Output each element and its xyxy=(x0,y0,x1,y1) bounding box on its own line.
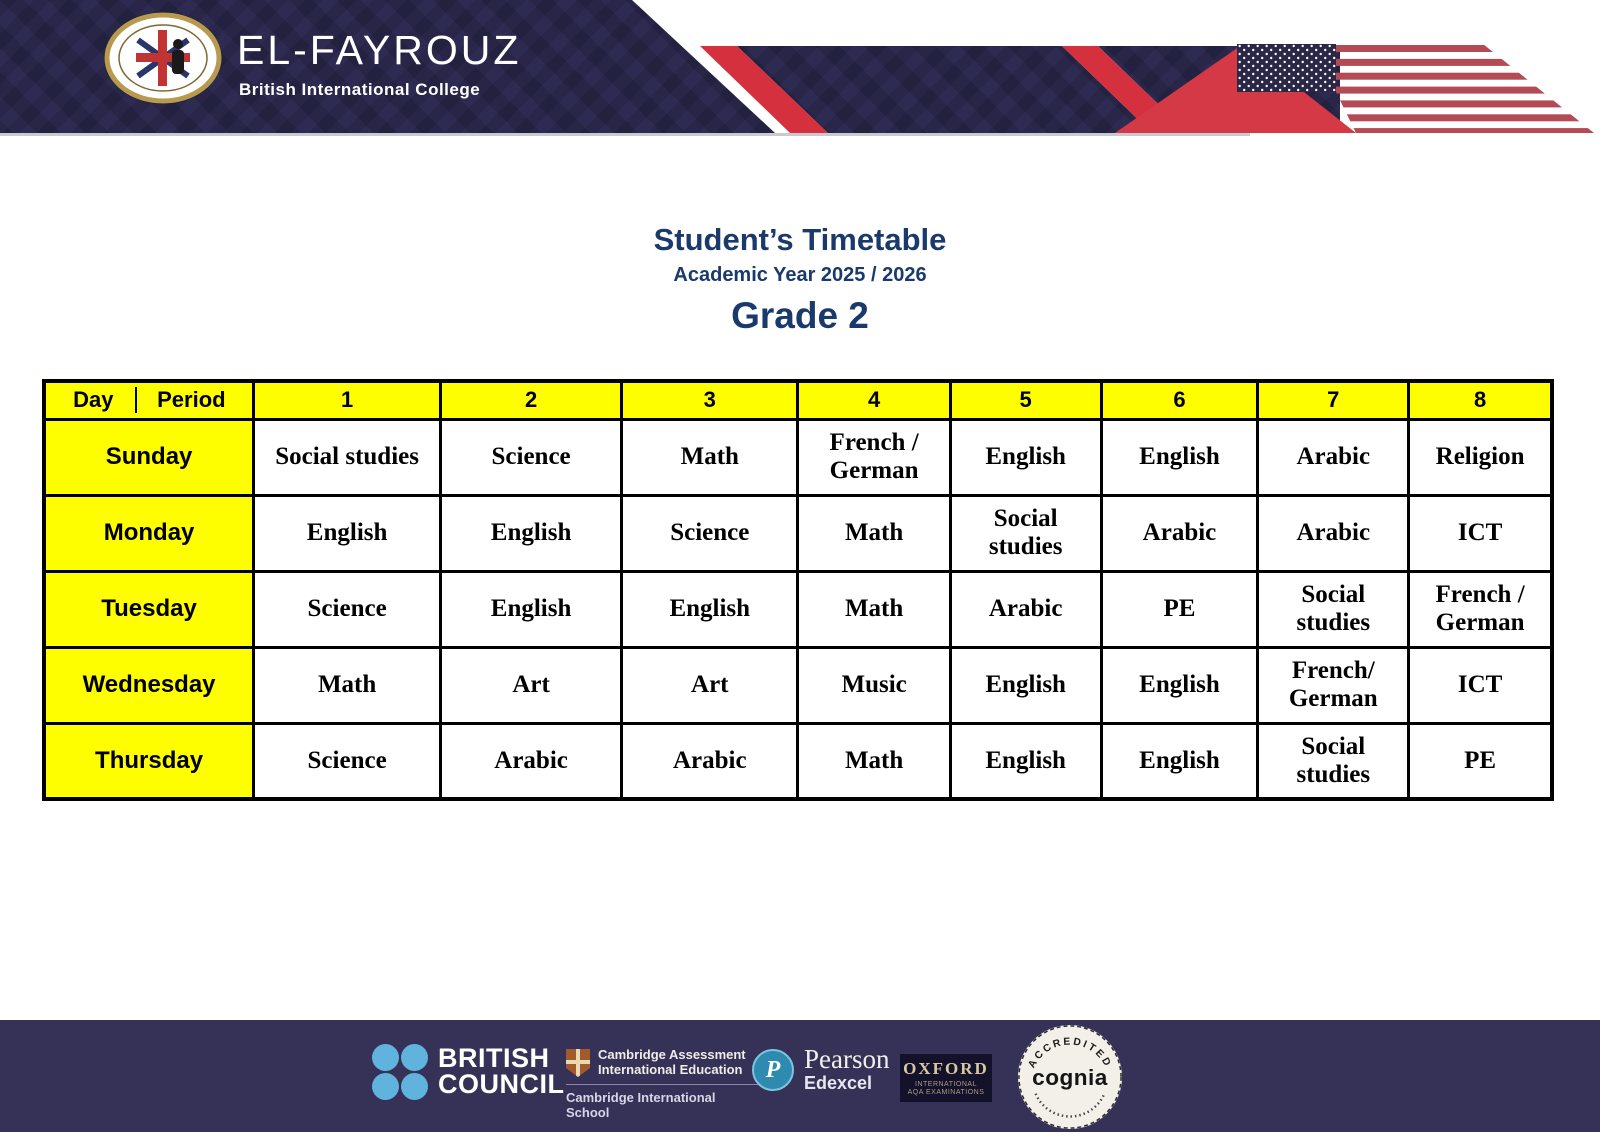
subject-cell: English xyxy=(950,647,1101,723)
subject-cell: PE xyxy=(1101,571,1258,647)
subject-cell: Social studies xyxy=(254,419,441,495)
cambridge-school-line: Cambridge International School xyxy=(566,1084,761,1120)
cambridge-line1: Cambridge Assessment xyxy=(598,1047,746,1062)
pearson-edexcel: Edexcel xyxy=(804,1073,873,1093)
british-council-line1: BRITISH xyxy=(438,1043,550,1074)
british-council-logo xyxy=(372,1044,565,1100)
oxford-name: OXFORD xyxy=(903,1059,989,1078)
oxford-logo xyxy=(900,1054,992,1102)
subject-cell: Math xyxy=(798,723,950,799)
subject-cell: PE xyxy=(1409,723,1552,799)
subject-cell: Social studies xyxy=(1258,723,1409,799)
footer-accreditation-bar xyxy=(0,1020,1600,1132)
subject-cell: Science xyxy=(254,571,441,647)
school-logo-icon xyxy=(104,12,222,104)
british-council-text xyxy=(438,1043,565,1099)
period-header-3: 3 xyxy=(622,381,798,419)
banner-baseline xyxy=(0,133,1250,136)
subject-cell: ICT xyxy=(1409,647,1552,723)
grade-title: Grade 2 xyxy=(731,294,869,336)
cognia-accredited-arc: ACCREDITED xyxy=(1026,1036,1114,1071)
british-council-line2: COUNCIL xyxy=(438,1069,565,1099)
period-header-label: Period xyxy=(135,387,247,413)
day-label-tuesday: Tuesday xyxy=(44,571,254,647)
table-row-wednesday xyxy=(44,647,1552,723)
subject-cell: Math xyxy=(798,495,950,571)
page-title: Student’s Timetable xyxy=(653,222,947,257)
day-label-thursday: Thursday xyxy=(44,723,254,799)
subject-cell: Science xyxy=(441,419,622,495)
subject-cell: Arabic xyxy=(441,723,622,799)
period-header-8: 8 xyxy=(1409,381,1552,419)
oxford-line3: AQA EXAMINATIONS xyxy=(907,1089,985,1097)
subject-cell: English xyxy=(622,571,798,647)
subject-cell: English xyxy=(1101,723,1258,799)
header-row xyxy=(44,381,1552,419)
subject-cell: Social studies xyxy=(950,495,1101,571)
subject-cell: English xyxy=(1101,419,1258,495)
cambridge-shield-icon xyxy=(566,1049,590,1077)
subject-cell: ICT xyxy=(1409,495,1552,571)
period-header-5: 5 xyxy=(950,381,1101,419)
day-label-sunday: Sunday xyxy=(44,419,254,495)
day-label-wednesday: Wednesday xyxy=(44,647,254,723)
table-row-thursday xyxy=(44,723,1552,799)
subject-cell: French / German xyxy=(798,419,950,495)
pearson-logo xyxy=(752,1046,889,1095)
subject-cell: Arabic xyxy=(950,571,1101,647)
school-name: EL-FAYROUZ xyxy=(237,27,522,73)
subject-cell: Arabic xyxy=(1101,495,1258,571)
timetable xyxy=(42,379,1554,801)
subject-cell: Arabic xyxy=(1258,419,1409,495)
subject-cell: Science xyxy=(622,495,798,571)
subject-cell: French/ German xyxy=(1258,647,1409,723)
subject-cell: Art xyxy=(441,647,622,723)
period-header-6: 6 xyxy=(1101,381,1258,419)
pearson-name: Pearson xyxy=(804,1044,890,1074)
subject-cell: Science xyxy=(254,723,441,799)
cambridge-line2: International Education xyxy=(598,1061,743,1077)
school-subtitle: British International College xyxy=(239,80,481,99)
subject-cell: Art xyxy=(622,647,798,723)
subject-cell: Math xyxy=(622,419,798,495)
subject-cell: English xyxy=(441,571,622,647)
subject-cell: Arabic xyxy=(1258,495,1409,571)
subject-cell: English xyxy=(441,495,622,571)
cambridge-logo xyxy=(566,1048,761,1120)
day-period-corner-cell xyxy=(44,381,254,419)
subject-cell: English xyxy=(254,495,441,571)
day-header-label: Day xyxy=(73,387,114,413)
period-header-2: 2 xyxy=(441,381,622,419)
period-header-7: 7 xyxy=(1258,381,1409,419)
period-header-4: 4 xyxy=(798,381,950,419)
subject-cell: Math xyxy=(254,647,441,723)
subject-cell: Arabic xyxy=(622,723,798,799)
academic-year: Academic Year 2025 / 2026 xyxy=(673,263,927,286)
subject-cell: Music xyxy=(798,647,950,723)
subject-cell: French / German xyxy=(1409,571,1552,647)
subject-cell: Math xyxy=(798,571,950,647)
subject-cell: Social studies xyxy=(1258,571,1409,647)
pearson-circle-icon: P xyxy=(752,1049,794,1091)
cognia-name: cognia xyxy=(1032,1064,1108,1090)
oxford-line2: INTERNATIONAL xyxy=(915,1080,977,1088)
table-row-monday xyxy=(44,495,1552,571)
subject-cell: English xyxy=(950,419,1101,495)
subject-cell: English xyxy=(1101,647,1258,723)
day-label-monday: Monday xyxy=(44,495,254,571)
subject-cell: Religion xyxy=(1409,419,1552,495)
cognia-badge xyxy=(1016,1023,1124,1136)
table-row-sunday xyxy=(44,419,1552,495)
table-row-tuesday xyxy=(44,571,1552,647)
british-council-dots-icon xyxy=(372,1044,428,1100)
header-banner xyxy=(0,0,1600,140)
period-header-1: 1 xyxy=(254,381,441,419)
subject-cell: English xyxy=(950,723,1101,799)
title-block xyxy=(0,222,1600,337)
